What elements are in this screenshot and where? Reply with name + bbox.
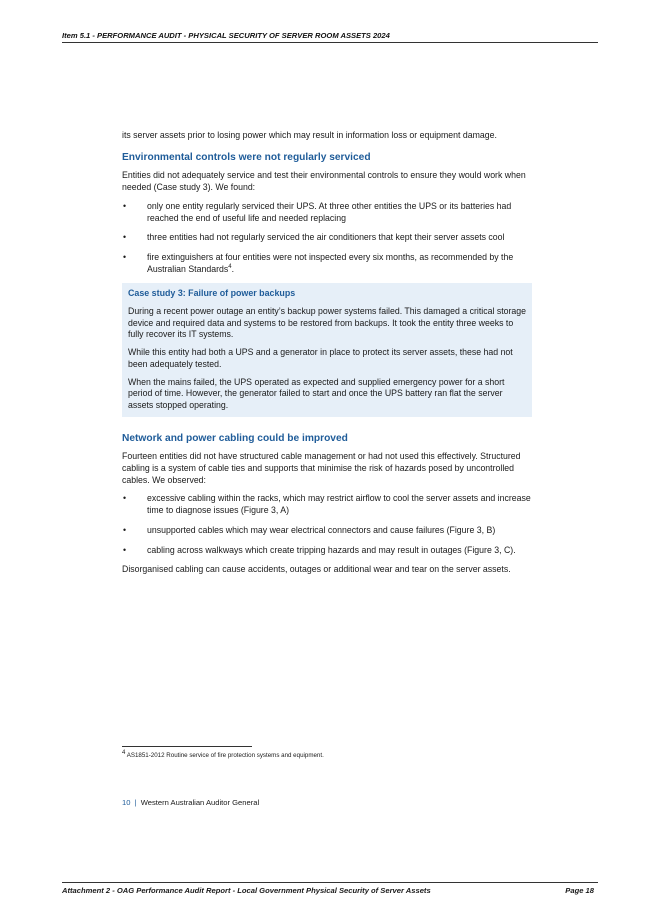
list-item-text: excessive cabling within the racks, which may restrict airflow to cool the server assets and increase time to diagnose issues (Figure 3, A) <box>147 493 531 516</box>
list-item <box>122 252 532 275</box>
bullet-icon: • <box>123 493 127 504</box>
section-heading-environmental-controls: Environmental controls were not regularly serviced <box>122 151 371 163</box>
footnote-text: AS1851-2012 Routine service of fire protection systems and equipment. <box>125 752 324 759</box>
list-item <box>122 525 532 537</box>
list-item <box>122 232 532 244</box>
publisher-name: Western Australian Auditor General <box>140 798 260 807</box>
page-number: 10 <box>122 798 131 807</box>
running-header: Item 5.1 - PERFORMANCE AUDIT - PHYSICAL SECURITY OF SERVER ROOM ASSETS 2024 <box>62 31 598 43</box>
section2-bullet-list <box>122 493 532 556</box>
section1-bullet-list <box>122 201 532 276</box>
bullet-icon: • <box>123 524 127 535</box>
list-item-text: three entities had not regularly serviced the air conditioners that kept their server assets cool <box>147 232 505 243</box>
main-content <box>122 130 532 583</box>
list-item <box>122 201 532 224</box>
list-item-text: unsupported cables which may wear electrical connectors and cause failures (Figure 3, B) <box>147 524 496 535</box>
list-item-text: only one entity regularly serviced their UPS. At three other entities the UPS or its batteries had reached the end of useful life and needed replacing <box>147 200 512 223</box>
section1-lead-paragraph: Entities did not adequately service and test their environmental controls to ensure they would work when needed (Case study 3). We found: <box>122 170 526 193</box>
attachment-title: Attachment 2 - OAG Performance Audit Report - Local Government Physical Security of Server Assets <box>62 886 431 895</box>
case-study-paragraph: When the mains failed, the UPS operated as expected and supplied emergency power for a short period of time. However, the generator failed to start and once the UPS battery ran flat the server assets stopped operating. <box>128 376 505 410</box>
attachment-page-number: Page 18 <box>565 886 594 895</box>
bullet-icon: • <box>123 544 127 555</box>
footnote-divider <box>122 746 252 747</box>
footnote-reference[interactable]: 4 <box>228 263 232 270</box>
list-item-text: fire extinguishers at four entities were not inspected every six months, as recommended by the Australian Standards <box>147 251 514 274</box>
footnote-number: 4 <box>122 749 126 756</box>
page-footer <box>122 798 259 807</box>
bullet-icon: • <box>123 251 127 262</box>
case-study-paragraph: While this entity had both a UPS and a generator in place to protect its server assets, these had not been adequately tested. <box>128 347 513 369</box>
intro-continued-paragraph: its server assets prior to losing power which may result in information loss or equipment damage. <box>122 130 497 140</box>
case-study-title: Case study 3: Failure of power backups <box>128 288 296 299</box>
list-item-text: cabling across walkways which create tripping hazards and may result in outages (Figure 3, C). <box>147 544 516 555</box>
list-item-end: . <box>231 263 235 274</box>
case-study-box <box>122 283 532 416</box>
section2-lead-paragraph: Fourteen entities did not have structured cable management or had not used this effectively. Structured cabling is a system of cable ties and supports that minimise the risk of hazards posed by uncontrolled cables. We observed: <box>122 451 521 485</box>
bullet-icon: • <box>123 200 127 211</box>
attachment-footer <box>62 882 598 895</box>
list-item <box>122 545 532 557</box>
section-heading-cabling: Network and power cabling could be improved <box>122 432 348 444</box>
footnote <box>122 749 532 759</box>
bullet-icon: • <box>123 232 127 243</box>
case-study-paragraph: During a recent power outage an entity’s backup power systems failed. This damaged a critical storage device and required data and systems to be restored from backups. It took the entity three weeks to fully recover its IT systems. <box>128 306 527 340</box>
footer-separator: | <box>134 798 137 807</box>
section2-closing-paragraph: Disorganised cabling can cause accidents, outages or additional wear and tear on the server assets. <box>122 564 511 575</box>
list-item <box>122 493 532 516</box>
